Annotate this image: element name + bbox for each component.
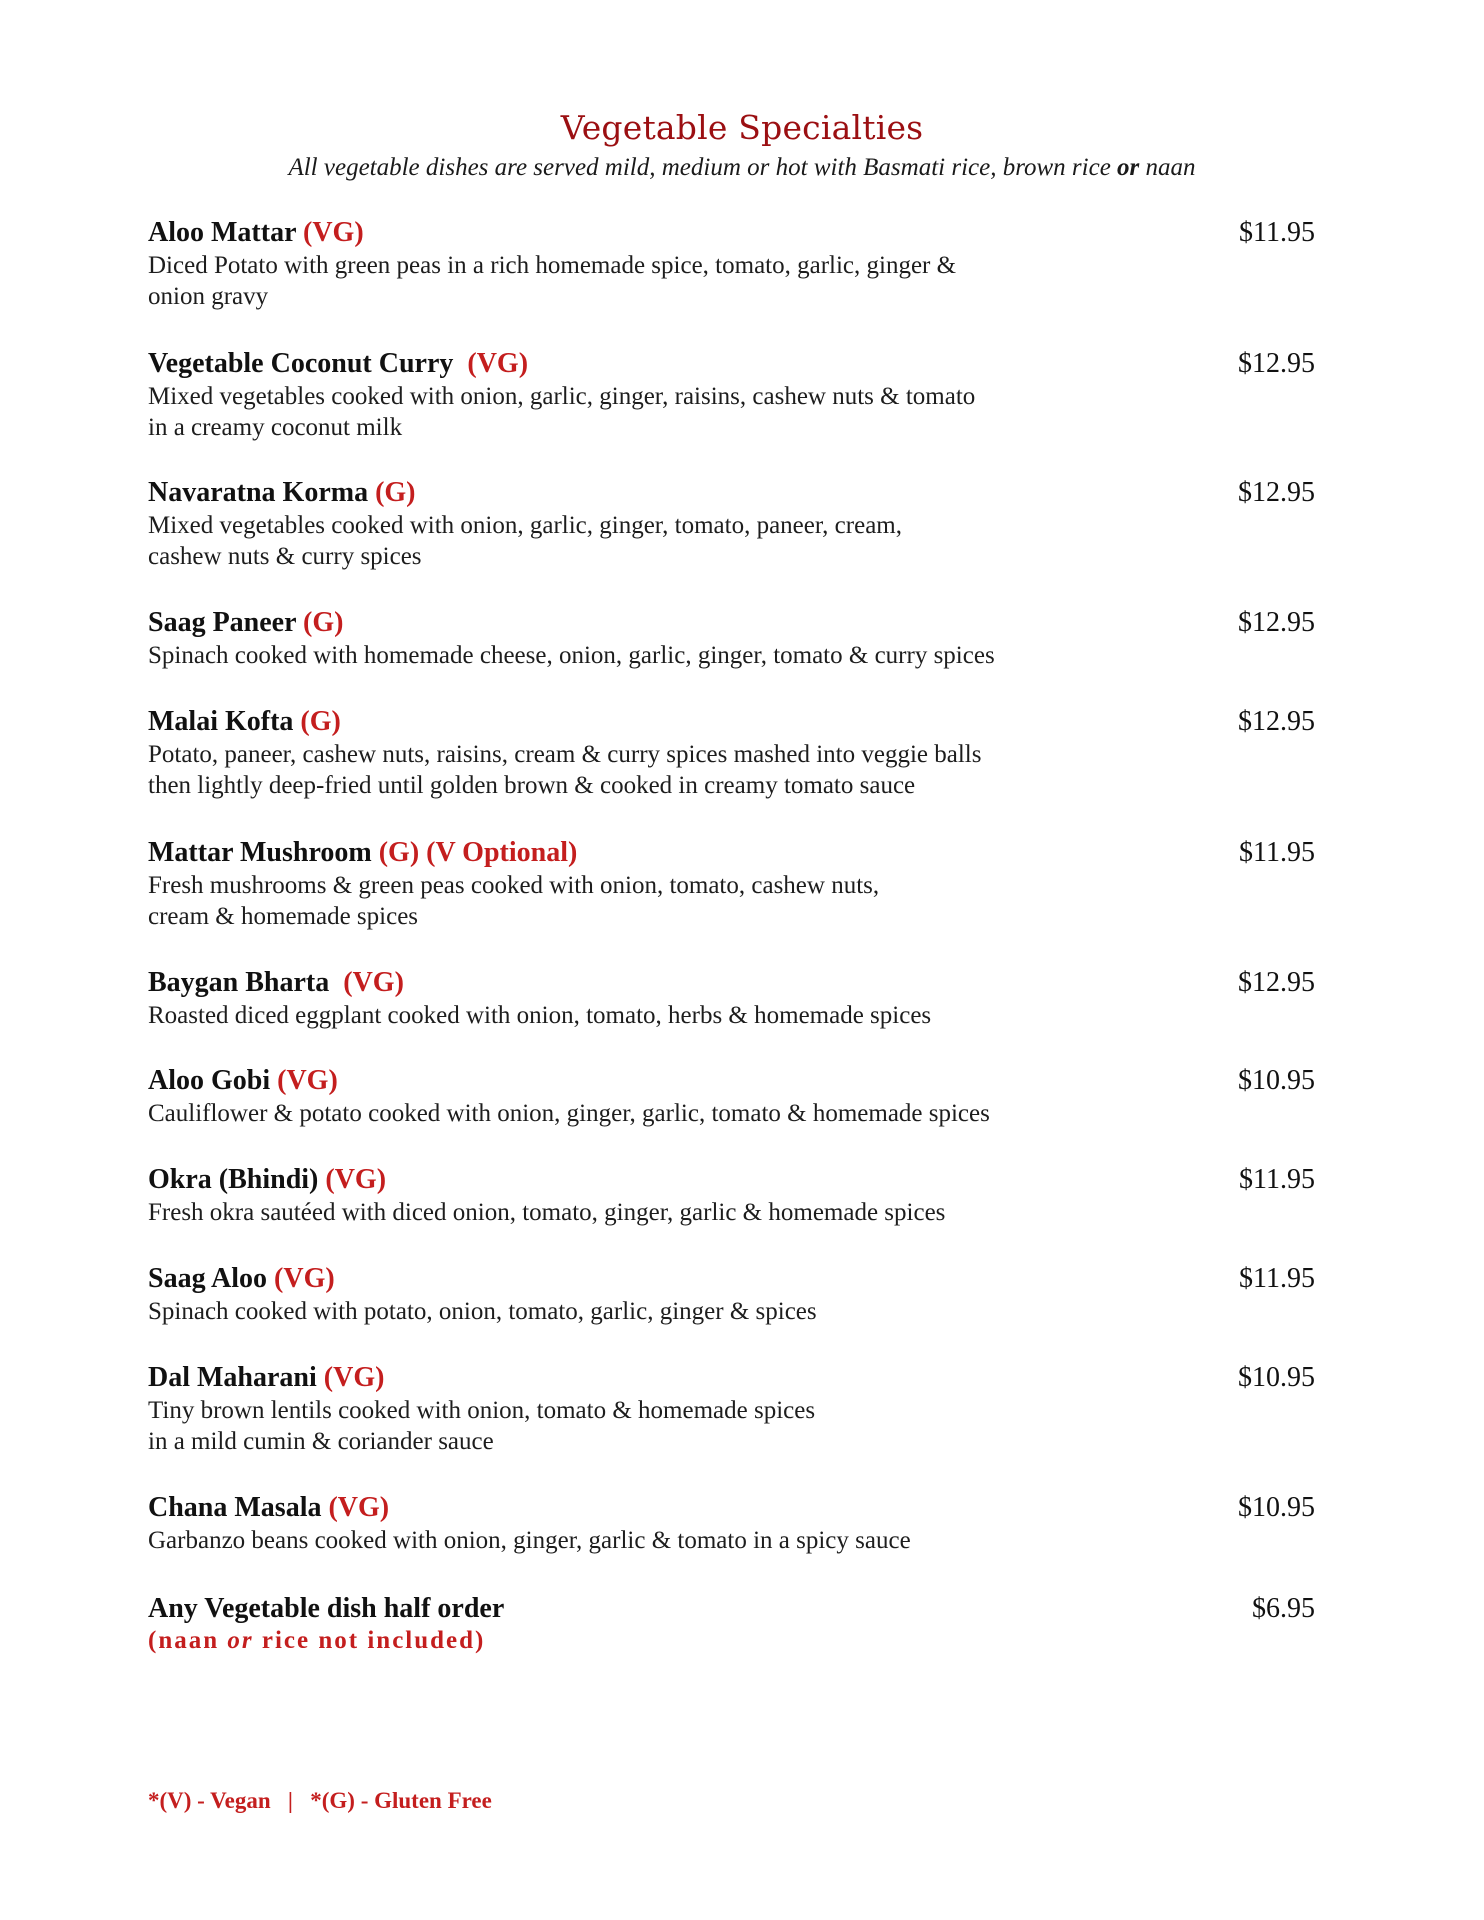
menu-item-description: Fresh okra sautéed with diced onion, tomato, ginger, garlic & homemade spices	[148, 1199, 946, 1226]
menu-item-row	[148, 966, 1315, 1000]
menu-item-description: Mixed vegetables cooked with onion, garlic, ginger, raisins, cashew nuts & tomato	[148, 383, 976, 410]
menu-item-description: Cauliflower & potato cooked with onion, ginger, garlic, tomato & homemade spices	[148, 1100, 990, 1127]
subtitle-or: or	[1117, 154, 1140, 181]
menu-item-row	[148, 836, 1315, 870]
menu-item-row	[148, 1361, 1315, 1395]
menu-item-name: Dal Maharani	[148, 1362, 324, 1393]
menu-item-row	[148, 1491, 1315, 1525]
menu-item-title	[148, 476, 416, 510]
menu-item-name: Navaratna Korma	[148, 477, 376, 508]
menu-item-row	[148, 347, 1315, 381]
dietary-tag: (VG)	[274, 1263, 335, 1294]
menu-item	[148, 347, 1315, 443]
dietary-tag: (VG)	[467, 348, 529, 379]
menu-item-name: Baygan Bharta	[148, 967, 344, 998]
subtitle-end: naan	[1139, 154, 1196, 181]
menu-item-description: onion gravy	[148, 283, 269, 310]
dietary-tag: (VG)	[303, 217, 364, 248]
half-order-note	[148, 1626, 1315, 1656]
menu-item-name: Vegetable Coconut Curry	[148, 348, 468, 379]
menu-header	[0, 108, 1484, 184]
menu-item-name: Mattar Mushroom	[148, 837, 379, 868]
menu-item-description: Potato, paneer, cashew nuts, raisins, cream & curry spices mashed into veggie balls	[148, 741, 982, 768]
dietary-tag: (VG)	[323, 1362, 385, 1393]
menu-item-price: $10.95	[1238, 1492, 1315, 1523]
menu-item-title	[148, 705, 341, 739]
page-subtitle	[0, 152, 1484, 184]
menu-item-description: cashew nuts & curry spices	[148, 543, 422, 570]
menu-item	[148, 1491, 1315, 1556]
menu-item-price: $10.95	[1238, 1065, 1315, 1096]
menu-item	[148, 966, 1315, 1031]
menu-item-price: $12.95	[1238, 348, 1315, 379]
menu-item-description: in a mild cumin & coriander sauce	[148, 1428, 494, 1455]
menu-item-price: $12.95	[1238, 607, 1315, 638]
dietary-tag: (G)	[303, 607, 344, 638]
menu-item-row	[148, 476, 1315, 510]
dietary-tag: (G)	[375, 477, 416, 508]
half-order-note-end: rice not included)	[253, 1627, 486, 1654]
menu-item-name: Aloo Gobi	[148, 1065, 278, 1096]
dietary-legend: *(V) - Vegan | *(G) - Gluten Free	[148, 1788, 492, 1813]
menu-item-name: Saag Paneer	[148, 607, 304, 638]
menu-item-description: Tiny brown lentils cooked with onion, tomato & homemade spices	[148, 1397, 816, 1424]
menu-item-row	[148, 1163, 1315, 1197]
dietary-tag: (G)	[300, 706, 341, 737]
menu-item-description: then lightly deep-fried until golden brown & cooked in creamy tomato sauce	[148, 772, 916, 799]
menu-item-name: Chana Masala	[148, 1492, 329, 1523]
menu-item	[148, 1163, 1315, 1228]
subtitle-text: All vegetable dishes are served mild, medium or hot with Basmati rice, brown rice	[288, 154, 1118, 181]
menu-item-price: $11.95	[1239, 1263, 1315, 1294]
half-order-note-or: or	[227, 1627, 254, 1654]
menu-item	[148, 476, 1315, 572]
half-order-name: Any Vegetable dish half order	[148, 1593, 505, 1624]
menu-item	[148, 1262, 1315, 1327]
dietary-tag: (VG)	[277, 1065, 338, 1096]
menu-item-title	[148, 347, 528, 381]
menu-item-name: Aloo Mattar	[148, 217, 303, 248]
menu-item-name: Okra (Bhindi)	[148, 1164, 326, 1195]
half-order-price: $6.95	[1252, 1593, 1315, 1624]
menu-item-price: $11.95	[1239, 1164, 1315, 1195]
menu-item	[148, 606, 1315, 671]
menu-item	[148, 836, 1315, 932]
menu-item	[148, 1064, 1315, 1129]
half-order-item	[148, 1592, 1315, 1656]
menu-item	[148, 1361, 1315, 1457]
menu-item-description: Spinach cooked with potato, onion, tomato, garlic, ginger & spices	[148, 1298, 817, 1325]
menu-item-description: Spinach cooked with homemade cheese, onion, garlic, ginger, tomato & curry spices	[148, 642, 995, 669]
page-title: Vegetable Specialties	[560, 108, 924, 147]
half-order-note-start: (naan	[148, 1627, 228, 1654]
menu-item-price: $11.95	[1239, 217, 1315, 248]
menu-item-title	[148, 1262, 335, 1296]
menu-item-description: Fresh mushrooms & green peas cooked with onion, tomato, cashew nuts,	[148, 872, 880, 899]
menu-item	[148, 216, 1315, 312]
menu-item-description: in a creamy coconut milk	[148, 414, 403, 441]
menu-item-title	[148, 836, 577, 870]
menu-item-title	[148, 606, 343, 640]
menu-item-description: Mixed vegetables cooked with onion, garlic, ginger, tomato, paneer, cream,	[148, 512, 902, 539]
menu-item-row	[148, 1262, 1315, 1296]
half-order-row	[148, 1592, 1315, 1626]
dietary-tag: (G) (V Optional)	[378, 837, 578, 868]
menu-item-price: $12.95	[1238, 967, 1315, 998]
menu-item-price: $12.95	[1238, 706, 1315, 737]
menu-item	[148, 705, 1315, 801]
menu-item-title	[148, 1064, 338, 1098]
menu-item-title	[148, 216, 364, 250]
menu-item-title	[148, 1491, 389, 1525]
menu-item-price: $11.95	[1239, 837, 1315, 868]
menu-item-price: $10.95	[1238, 1362, 1315, 1393]
menu-item-title	[148, 1163, 386, 1197]
menu-item-name: Saag Aloo	[148, 1263, 275, 1294]
menu-item-description: Garbanzo beans cooked with onion, ginger, garlic & tomato in a spicy sauce	[148, 1527, 911, 1554]
dietary-tag: (VG)	[343, 967, 404, 998]
menu-item-price: $12.95	[1238, 477, 1315, 508]
menu-item-row	[148, 606, 1315, 640]
menu-item-row	[148, 705, 1315, 739]
menu-item-title	[148, 1361, 384, 1395]
menu-item-row	[148, 216, 1315, 250]
menu-item-description: Roasted diced eggplant cooked with onion, tomato, herbs & homemade spices	[148, 1002, 932, 1029]
dietary-tag: (VG)	[328, 1492, 390, 1523]
dietary-tag: (VG)	[325, 1164, 387, 1195]
menu-item-description: cream & homemade spices	[148, 903, 419, 930]
menu-item-title	[148, 966, 404, 1000]
menu-item-row	[148, 1064, 1315, 1098]
menu-item-name: Malai Kofta	[148, 706, 301, 737]
menu-item-description: Diced Potato with green peas in a rich homemade spice, tomato, garlic, ginger &	[148, 252, 957, 279]
